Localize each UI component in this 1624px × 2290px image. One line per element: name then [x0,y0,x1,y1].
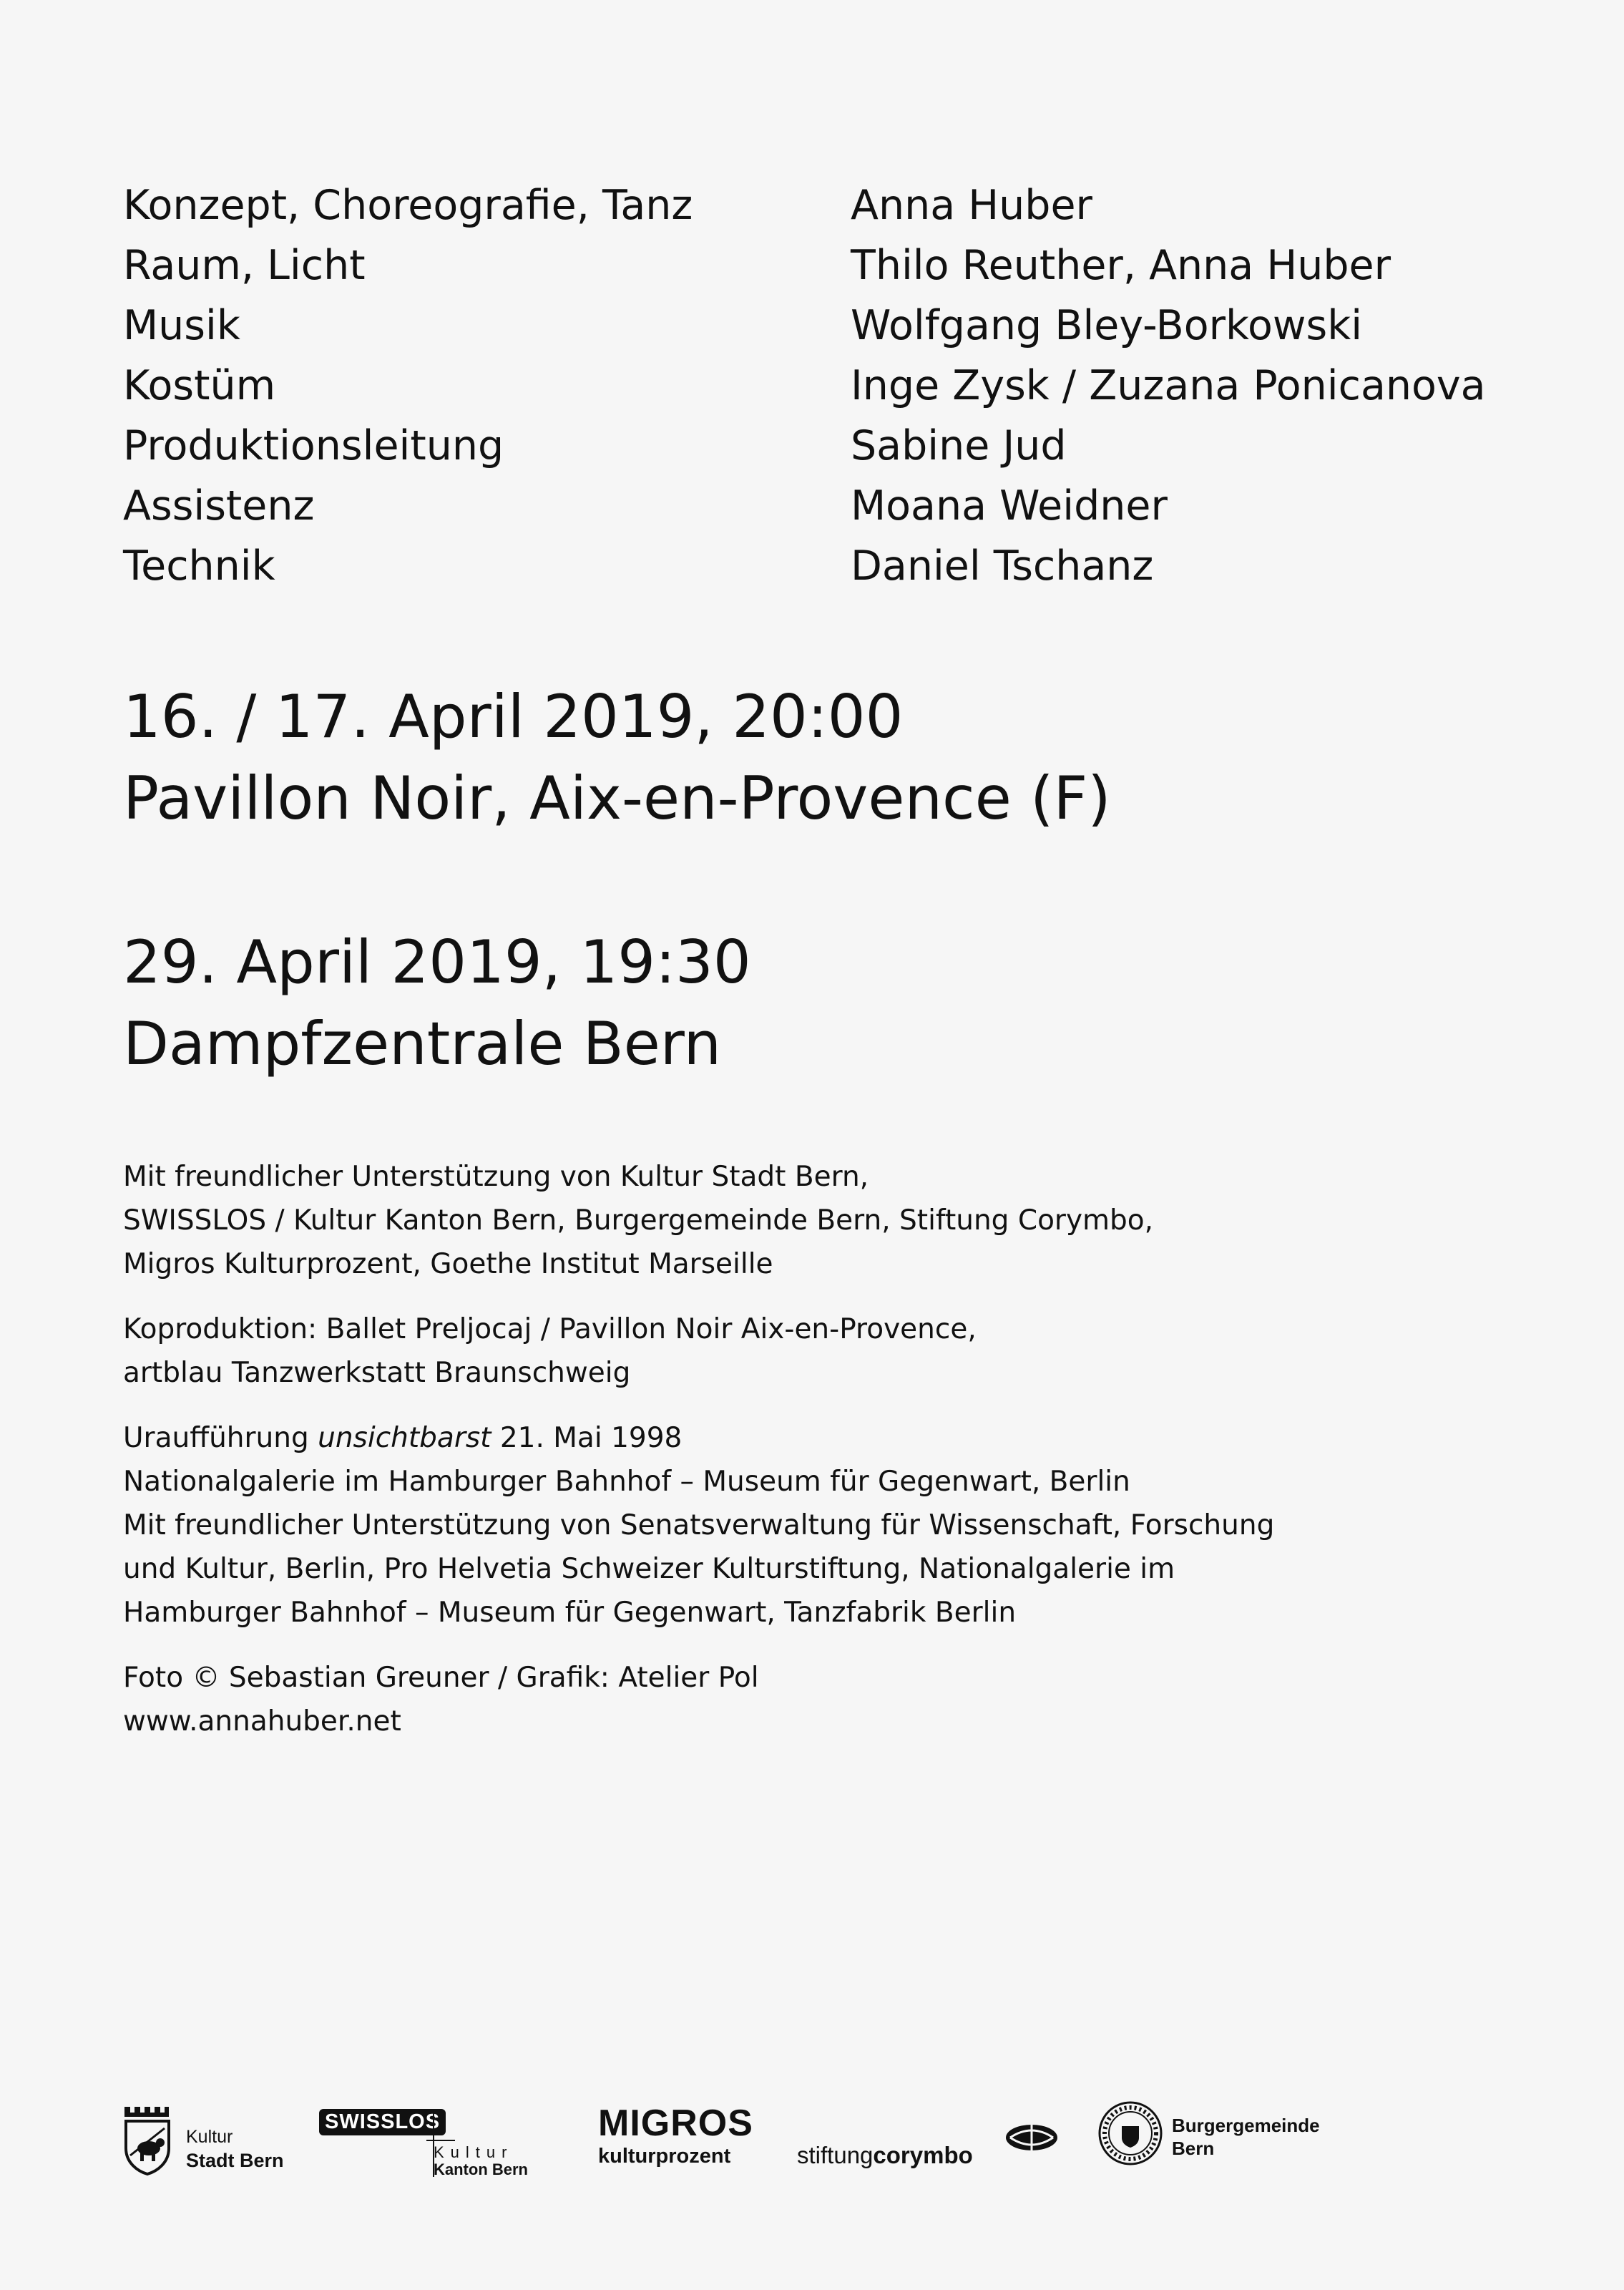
credit-role: Produktionsleitung [123,422,504,469]
performance-venue: Dampfzentrale Bern [123,1009,722,1078]
note-line: Migros Kulturprozent, Goethe Institut Marseille [123,1248,773,1280]
credit-row [123,356,1518,416]
credit-role: Konzept, Choreografie, Tanz [123,182,693,229]
credit-name: Wolfgang Bley-Borkowski [851,302,1363,349]
credit-row [123,235,1518,296]
credit-row [123,476,1518,536]
bern-coat-of-arms-icon [122,2104,173,2176]
credit-role: Kostüm [123,362,276,409]
credit-row [123,175,1518,235]
premiere-title: unsichtbarst [318,1422,491,1454]
credit-role: Raum, Licht [123,242,366,289]
performance-venue: Pavillon Noir, Aix-en-Provence (F) [123,764,1111,833]
credit-name: Moana Weidner [851,482,1168,530]
burgergemeinde-bern-logo [1097,2100,1341,2179]
corymbo-part1: stiftung [797,2142,874,2168]
migros-kulturprozent-logo [598,2102,784,2173]
swisslos-kultur-kanton-bern-logo [319,2109,548,2181]
credit-role: Assistenz [123,482,315,530]
premiere-prefix: Uraufführung [123,1422,318,1454]
note-line: artblau Tanzwerkstatt Braunschweig [123,1357,631,1389]
note-line: Mit freundlicher Unterstützung von Senatsverwaltung für Wissenschaft, Forschung [123,1509,1275,1541]
note-line: Hamburger Bahnhof – Museum für Gegenwart, Tanzfabrik Berlin [123,1597,1017,1629]
corymbo-part2: corymbo [873,2142,973,2168]
premiere-suffix: 21. Mai 1998 [491,1422,683,1454]
photo-credit: Foto © Sebastian Greuner / Grafik: Atelier Pol [123,1662,759,1694]
performance-date: 29. April 2019, 19:30 [123,927,751,997]
performance-aix [123,676,1554,839]
credit-role: Musik [123,302,240,349]
bern-logo-line2: Stadt Bern [186,2150,284,2171]
bern-logo-line1: Kultur [186,2127,233,2147]
credit-name: Daniel Tschanz [851,542,1154,590]
note-line: Mit freundlicher Unterstützung von Kultur Stadt Bern, [123,1161,869,1193]
burgergemeinde-line1: Burgergemeinde [1172,2115,1320,2136]
sponsor-logos [122,2100,1338,2179]
performance-date: 16. / 17. April 2019, 20:00 [123,682,904,751]
credit-row [123,536,1518,596]
note-line: Koproduktion: Ballet Preljocaj / Pavillon Noir Aix-en-Provence, [123,1313,977,1345]
swisslos-line1: Kultur [434,2143,514,2161]
burgergemeinde-seal-icon [1097,2100,1163,2166]
credit-name: Inge Zysk / Zuzana Ponicanova [851,362,1486,409]
premiere-paragraph [123,1416,1482,1634]
credit-name: Anna Huber [851,182,1092,229]
support-paragraph [123,1155,1482,1286]
note-line: und Kultur, Berlin, Pro Helvetia Schweizer Kulturstiftung, Nationalgalerie im [123,1553,1175,1585]
note-line: Nationalgalerie im Hamburger Bahnhof – Museum für Gegenwart, Berlin [123,1466,1130,1498]
swisslos-line2: Kanton Bern [434,2160,528,2178]
corymbo-flower-icon [1004,2122,1059,2153]
website-link[interactable]: www.annahuber.net [123,1705,401,1738]
stiftung-corymbo-logo [797,2122,1069,2179]
credit-role: Technik [123,542,275,590]
premiere-heading [123,1416,1482,1460]
credits-list [123,175,1518,596]
corymbo-wordmark [797,2142,973,2169]
coproduction-paragraph [123,1307,1482,1395]
credit-row [123,416,1518,476]
performance-dates [123,676,1554,1085]
performance-bern [123,922,1554,1085]
burgergemeinde-line2: Bern [1172,2138,1215,2159]
notes-section [123,1155,1482,1765]
credits-footer [123,1656,1482,1743]
swisslos-brand: SWISSLOS [319,2109,446,2135]
kultur-stadt-bern-logo [122,2104,308,2176]
credit-name: Sabine Jud [851,422,1067,469]
migros-line1: MIGROS [598,2103,753,2144]
credit-name: Thilo Reuther, Anna Huber [851,242,1391,289]
migros-line2: kulturprozent [598,2145,731,2168]
credit-row [123,296,1518,356]
note-line: SWISSLOS / Kultur Kanton Bern, Burgergemeinde Bern, Stiftung Corymbo, [123,1204,1154,1237]
